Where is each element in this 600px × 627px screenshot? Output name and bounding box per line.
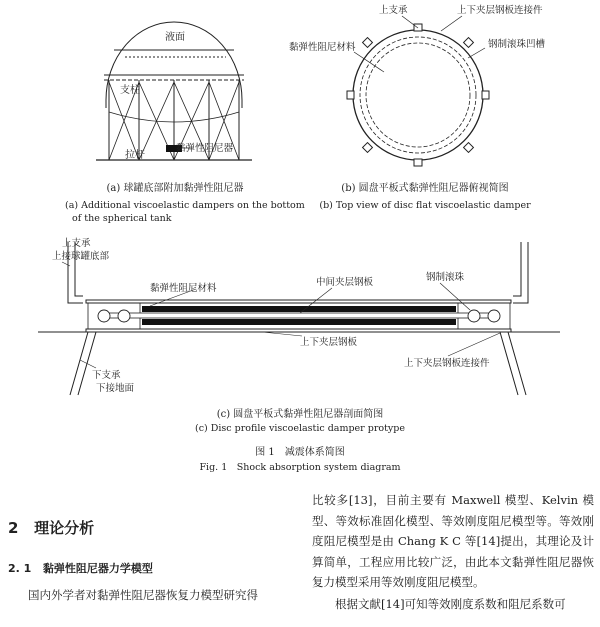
viscoelastic-layer-bottom — [142, 319, 456, 325]
subsection-heading — [8, 560, 153, 576]
label-c-lower-connect: 下接地面 — [96, 383, 135, 394]
leader-connector — [441, 16, 462, 31]
label-c-material: 黏弹性阻尼材料 — [150, 283, 217, 294]
connector-tabs — [347, 24, 489, 166]
label-c-middle-plate: 中间夹层钢板 — [316, 277, 374, 288]
label-tie-rod: 拉杆 — [125, 150, 145, 161]
section-title: 理论分析 — [34, 519, 95, 537]
viscoelastic-layer-top — [142, 306, 456, 312]
figure-caption-cn: 图 1 减震体系简图 — [255, 447, 345, 458]
figure-caption-en: Fig. 1 Shock absorption system diagram — [199, 462, 401, 473]
section-number: 2 — [8, 519, 19, 537]
subsection-title: 黏弹性阻尼器力学模型 — [42, 562, 153, 575]
caption-c-en: (c) Disc profile viscoelastic damper protype — [195, 423, 405, 434]
label-liquid: 液面 — [165, 32, 185, 43]
label-column: 支柱 — [120, 85, 140, 96]
label-b-material: 黏弹性阻尼材料 — [289, 42, 356, 53]
caption-a-cn: (a) 球罐底部附加黏弹性阻尼器 — [106, 183, 244, 194]
caption-a-en-2: of the spherical tank — [72, 213, 172, 224]
figure-c-disc-profile — [68, 242, 528, 332]
leader-groove — [468, 48, 485, 58]
label-c-upper-bearing: 上支承 — [62, 238, 91, 249]
right-paragraph-1: 比较多[13]，目前主要有 Maxwell 模型、Kelvin 模型、等效标准固化模型、等效刚度阻尼模型等。等效刚度阻尼模型是由 Chang K C 等[14]提出，其理论及计算简单，工程应用比较广泛，由此本文黏弹性阻尼器恢复力模型采用等效刚度阻尼模型。 — [312, 493, 594, 589]
label-damper: 黏弹性阻尼器 — [176, 143, 234, 154]
label-c-ball: 钢制滚珠 — [426, 272, 465, 283]
label-c-plates: 上下夹层钢板 — [300, 337, 358, 348]
label-c-lower-bearing: 下支承 — [92, 370, 121, 381]
label-c-connector: 上下夹层钢板连接件 — [404, 358, 490, 369]
caption-b-cn: (b) 圆盘平板式黏弹性阻尼器俯视简图 — [341, 183, 509, 194]
right-column — [312, 490, 594, 614]
subsection-number: 2. 1 — [8, 562, 32, 575]
section-heading — [8, 517, 94, 538]
label-c-upper-connect: 上接球罐底部 — [52, 251, 110, 262]
label-b-connector: 上下夹层钢板连接件 — [457, 5, 543, 16]
label-b-groove: 钢制滚珠凹槽 — [488, 39, 546, 50]
middle-plate — [100, 313, 496, 318]
left-paragraph: 国内外学者对黏弹性阻尼器恢复力模型研究得 — [28, 588, 258, 602]
caption-a-en-1: (a) Additional viscoelastic dampers on the bottom — [65, 200, 305, 211]
leader-upper-bearing — [402, 16, 418, 28]
label-b-upper-bearing: 上支承 — [379, 5, 408, 16]
caption-c-cn: (c) 圆盘平板式黏弹性阻尼器剖面简图 — [216, 409, 384, 420]
caption-b-en: (b) Top view of disc flat viscoelastic damper — [319, 200, 531, 211]
right-paragraph-2: 根据文献[14]可知等效刚度系数和阻尼系数可 — [335, 596, 566, 611]
figure-b-disc-top-view — [347, 16, 489, 166]
